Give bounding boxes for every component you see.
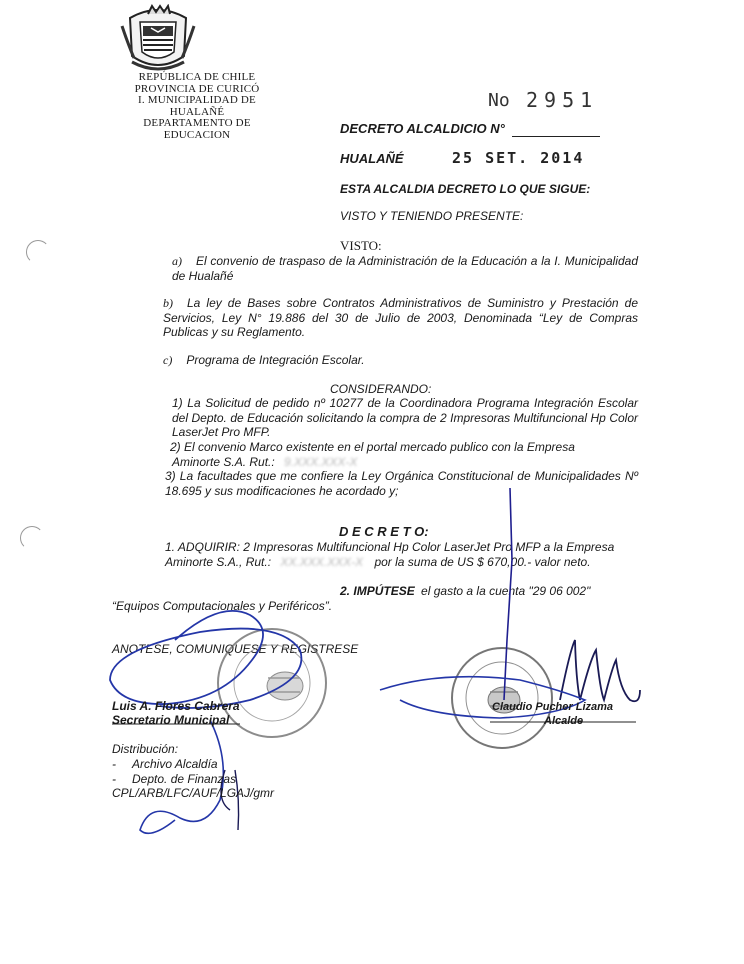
anotese-comuniquese: ANOTESE, COMUNIQUESE Y REGISTRESE [112,642,359,656]
distribution-item-2 [112,772,236,787]
header-province: PROVINCIA DE CURICÓ [134,82,260,95]
pen-line [504,488,512,700]
distribution-item-1 [112,757,218,772]
right-signatory-title: Alcalde [544,715,584,727]
stamp-number: 2951 [526,88,599,112]
distribution-dash-2: - [112,772,116,786]
right-signature-scribble [560,640,640,701]
distribution-item-1-text: Archivo Alcaldía [132,757,218,771]
decreto-item-2-text: el gasto a la cuenta "29 06 002" [421,584,591,598]
right-signatory-name: Claudio Pucher Lizama [492,701,614,713]
decree-label-text: DECRETO ALCALDICIO N° [340,121,505,136]
visto-item-b-letter: b) [163,296,173,310]
visto-item-c-text: Programa de Integración Escolar. [186,353,365,367]
decreto-item-2-continued: “Equipos Computacionales y Periféricos”. [112,599,333,613]
considerando-item-1: 1) La Solicitud de pedido nº 10277 de la Coordinadora Programa Integración Escolar del Depto. de Educación solicitando la compra de 2 Impresoras Multifuncional Hp Color LaserJet Pro MFP. [172,396,638,439]
binder-hole-mark-top [26,240,50,264]
visto-item-c-letter: c) [163,353,173,367]
distribution-item-2-text: Depto. de Finanzas [132,772,237,786]
decreto-item-2-imputese: IMPÚTESE [353,584,415,598]
considerando-company-rut-label: Aminorte S.A. Rut.: [172,455,275,469]
left-municipal-seal [218,629,326,737]
right-mayor-seal [452,648,552,748]
considerando-heading: CONSIDERANDO: [330,382,432,396]
visto-heading: VISTO: [340,238,382,253]
considerando-item-3: 3) La facultades que me confiere la Ley Orgánica Constitucional de Municipalidades Nº 18.695 y sus modificaciones he acordado y; [165,469,638,498]
decree-intro: ESTA ALCALDIA DECRETO LO QUE SIGUE: [340,182,591,196]
decreto-item-2-number: 2. [340,584,351,598]
header-municipality: I. MUNICIPALIDAD DE HUALAÑÉ [138,94,256,118]
header-department: DEPARTAMENTO DE EDUCACION [143,117,251,141]
decree-date-stamp: 25 SET. 2014 [452,149,585,167]
distribution-initials: CPL/ARB/LFC/AUF/LGAJ/gmr [112,786,275,800]
binder-hole-mark-bottom [20,526,44,550]
decree-place: HUALAÑÉ [340,151,404,166]
considerando-company-rut: 9.XXX.XXX-X [284,455,358,469]
distribution-heading: Distribución: [112,742,179,756]
decreto-heading: D E C R E T O: [339,524,429,539]
visto-item-b-text: La ley de Bases sobre Contratos Administrativos de Suministro y Prestación de Servicios, Ley N° 19.886 del 30 de Julio de 2003, Denominada “Ley de Compras Publicas y su Reglamento. [163,296,638,339]
decreto-company-rut-label: Aminorte S.A., Rut.: [165,555,272,569]
visto-item-a-text: El convenio de traspaso de la Administración de la Educación a la I. Municipalidad de Hualañé [172,254,638,283]
decreto-item-1a: 1. ADQUIRIR: 2 Impresoras Multifuncional Hp Color LaserJet Pro MFP a la Empresa [165,540,615,554]
stamp-prefix: No [488,90,510,111]
header-country: REPÚBLICA DE CHILE [138,71,256,83]
visto-teniendo: VISTO Y TENIENDO PRESENTE: [340,209,524,223]
decreto-company-rut: XX.XXX.XXX-X [280,555,364,569]
left-signatory-name: Luis A. Flores Cabrera [112,699,240,713]
distribution-dash-1: - [112,757,116,771]
visto-item-a-letter: a) [172,254,182,268]
considerando-item-2a: 2) El convenio Marco existente en el portal mercado publico con la Empresa [170,440,575,454]
decreto-amount: por la suma de US $ 670,00.- valor neto. [374,555,591,569]
left-signatory-title: Secretario Municipal [112,713,230,727]
